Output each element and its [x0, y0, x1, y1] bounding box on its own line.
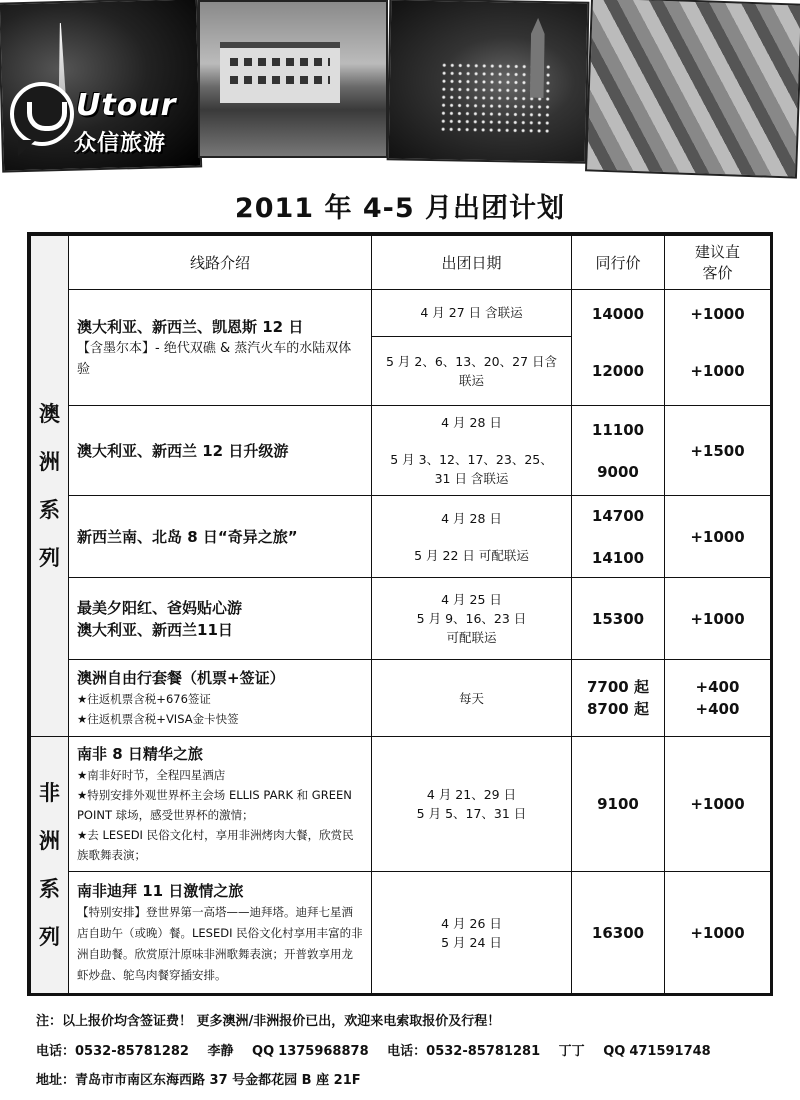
- route-cell: [69, 290, 372, 406]
- category-label: 澳洲系列: [39, 402, 60, 570]
- direct-value: +400: [695, 678, 740, 696]
- price-value: 14100: [591, 548, 645, 567]
- route-cell: [69, 406, 372, 496]
- speech-bubble-icon: [10, 82, 74, 146]
- price-cell: [572, 660, 665, 737]
- date-line: 5 月 3、12、17、23、25、31 日 含联运: [390, 452, 553, 486]
- direct-price-cell: +1000: [665, 496, 771, 578]
- header-direct-price: [665, 236, 771, 290]
- category-africa: [31, 737, 69, 994]
- route-name: 南非 8 日精华之旅: [77, 745, 203, 763]
- direct-value: +400: [695, 700, 740, 718]
- qq-number[interactable]: 1375968878: [278, 1044, 369, 1059]
- table-row: [31, 872, 771, 994]
- route-note: ★去 LESEDI 民俗文化村，享用非洲烤肉大餐，欣赏民族歌舞表演；: [77, 828, 354, 862]
- price-value: 12000: [591, 361, 645, 380]
- date-line: 4 月 28 日: [441, 415, 502, 430]
- route-note: ★往返机票含税+676签证: [77, 692, 211, 706]
- dates-cell: 每天: [372, 660, 572, 737]
- date-line: 5 月 22 日 可配联运: [414, 547, 529, 563]
- contact-name: 丁丁: [558, 1044, 585, 1059]
- phone-number[interactable]: 0532-85781282: [75, 1044, 189, 1059]
- qq-number[interactable]: 471591748: [629, 1044, 711, 1059]
- address-label: 地址：: [36, 1073, 76, 1088]
- dates-cell: [372, 406, 572, 496]
- route-cell: [69, 737, 372, 872]
- price-cell: [572, 496, 665, 578]
- qq-label: QQ: [252, 1044, 275, 1059]
- category-label: 非洲系列: [39, 781, 60, 949]
- price-cell: [572, 290, 665, 406]
- address-text: 青岛市市南区东海西路 37 号金都花园 B 座 21F: [75, 1073, 361, 1088]
- dates-cell: [372, 737, 572, 872]
- route-name: 澳大利亚、新西兰 12 日升级游: [77, 441, 289, 460]
- route-name: 新西兰南、北岛 8 日“奇异之旅”: [77, 527, 298, 546]
- direct-value: +1000: [690, 361, 745, 380]
- route-cell: [69, 660, 372, 737]
- price-cell: 9100: [572, 737, 665, 872]
- date-line: 4 月 21、29 日: [426, 787, 517, 802]
- header-route: 线路介绍: [69, 236, 372, 290]
- castle-icon: [220, 42, 340, 103]
- utour-logo: [8, 78, 208, 168]
- date-line: 可配联运: [446, 630, 497, 645]
- footer-note: 注：以上报价均含签证费！ 更多澳洲/非洲报价已出，欢迎来电索取报价及行程！: [36, 1014, 501, 1029]
- dates-cell: [372, 290, 572, 406]
- category-oceania: [31, 236, 69, 737]
- header-banner: [0, 0, 800, 180]
- price-value: 7700 起: [587, 678, 649, 696]
- table-row: [31, 578, 771, 660]
- route-cell: [69, 496, 372, 578]
- logo-chinese: 众信旅游: [74, 131, 167, 156]
- logo-english: Utour: [76, 88, 177, 123]
- phone-label: 电话：: [36, 1044, 76, 1059]
- dates-cell: [372, 578, 572, 660]
- photo-flowers: [585, 0, 800, 179]
- tour-schedule-table: [27, 232, 773, 996]
- direct-price-cell: +1000: [665, 737, 771, 872]
- date-line: 5 月 24 日: [441, 934, 502, 950]
- route-note: ★南非好时节，全程四星酒店: [77, 768, 226, 782]
- direct-price-label: 建议直客价: [694, 242, 740, 282]
- qq-label: QQ: [603, 1044, 626, 1059]
- direct-value: +1000: [690, 304, 745, 323]
- price-value: 8700 起: [587, 700, 649, 718]
- route-name-line2: 澳大利亚、新西兰11日: [77, 620, 233, 639]
- price-cell: 15300: [572, 578, 665, 660]
- price-value: 14000: [591, 304, 645, 323]
- price-value: 14700: [591, 506, 645, 525]
- dates-cell: [372, 496, 572, 578]
- page-title: 2011 年 4-5 月出团计划: [234, 193, 566, 224]
- date-line: 4 月 28 日: [441, 510, 502, 526]
- direct-price-cell: +1000: [665, 578, 771, 660]
- table-row: [31, 737, 771, 872]
- footer-address: [36, 1069, 776, 1088]
- footer-contacts: [36, 1040, 776, 1059]
- phone-label: 电话：: [387, 1044, 427, 1059]
- route-note: ★往返机票含税+VISA金卡快签: [77, 712, 239, 726]
- direct-price-cell: +1000: [665, 872, 771, 994]
- date-line: 4 月 27 日 含联运: [372, 290, 571, 337]
- table-row: [31, 496, 771, 578]
- table-header-row: [31, 236, 771, 290]
- date-line: 5 月 9、16、23 日: [416, 611, 527, 626]
- route-cell: [69, 578, 372, 660]
- price-value: 11100: [591, 420, 645, 439]
- table-row: [31, 660, 771, 737]
- date-line: 5 月 5、17、31 日: [416, 806, 527, 821]
- photo-castle: [198, 0, 388, 158]
- route-name: 最美夕阳红、爸妈贴心游: [77, 598, 243, 617]
- table-row: [31, 290, 771, 406]
- contact-name: 李静: [207, 1044, 234, 1059]
- price-cell: 16300: [572, 872, 665, 994]
- date-line: 4 月 26 日: [441, 915, 502, 931]
- direct-price-cell: [665, 660, 771, 737]
- phone-number[interactable]: 0532-85781281: [426, 1044, 541, 1059]
- date-line: 4 月 25 日: [441, 592, 502, 607]
- route-desc: 【含墨尔本】- 绝代双礁 & 蒸汽火车的水陆双体验: [77, 340, 352, 377]
- route-desc: 【特别安排】登世界第一高塔——迪拜塔。迪拜七星酒店自助午（或晚）餐。LESEDI 民俗文化村享用丰富的非洲自助餐。欣赏原汁原味非洲歌舞表演；开普敦享用龙虾炒盘、鸵鸟肉餐穿插安排。: [77, 904, 363, 982]
- route-name: 南非迪拜 11 日激情之旅: [77, 881, 244, 900]
- photo-night-town: [387, 0, 590, 164]
- date-line: 5 月 2、6、13、20、27 日含联运: [386, 354, 557, 388]
- dates-cell: [372, 872, 572, 994]
- price-value: 9000: [597, 462, 639, 481]
- direct-price-cell: +1500: [665, 406, 771, 496]
- price-cell: [572, 406, 665, 496]
- route-name: 澳大利亚、新西兰、凯恩斯 12 日: [77, 317, 304, 336]
- route-name: 澳洲自由行套餐（机票+签证）: [77, 669, 285, 687]
- table-row: [31, 406, 771, 496]
- route-note: ★特别安排外观世界杯主会场 ELLIS PARK 和 GREEN POINT 球场，感受世界杯的激情；: [77, 788, 352, 822]
- direct-price-cell: [665, 290, 771, 406]
- header-dates: 出团日期: [372, 236, 572, 290]
- header-trade-price: 同行价: [572, 236, 665, 290]
- route-cell: [69, 872, 372, 994]
